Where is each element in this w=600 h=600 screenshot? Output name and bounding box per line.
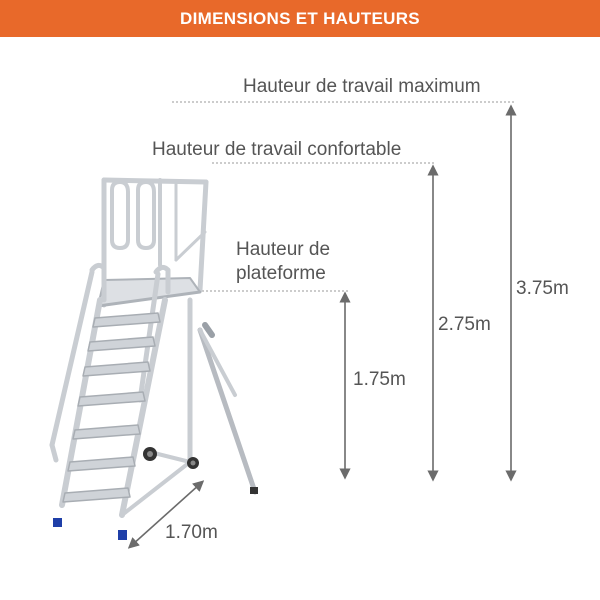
platform-height-label-line1: Hauteur de (236, 239, 331, 260)
comfortable-working-height-label: Hauteur de travail confortable (152, 139, 402, 160)
max-working-height-label: Hauteur de travail maximum (243, 76, 481, 97)
max-height-value: 3.75m (516, 278, 569, 299)
platform-height-label-line2: plateforme (236, 263, 326, 284)
comfortable-height-value: 2.75m (438, 314, 491, 335)
depth-value: 1.70m (165, 522, 218, 543)
page-title: DIMENSIONS ET HAUTEURS (180, 8, 420, 28)
platform-ladder-illustration (52, 180, 258, 540)
platform-height-value: 1.75m (353, 369, 406, 390)
platform-height-label (236, 238, 330, 286)
